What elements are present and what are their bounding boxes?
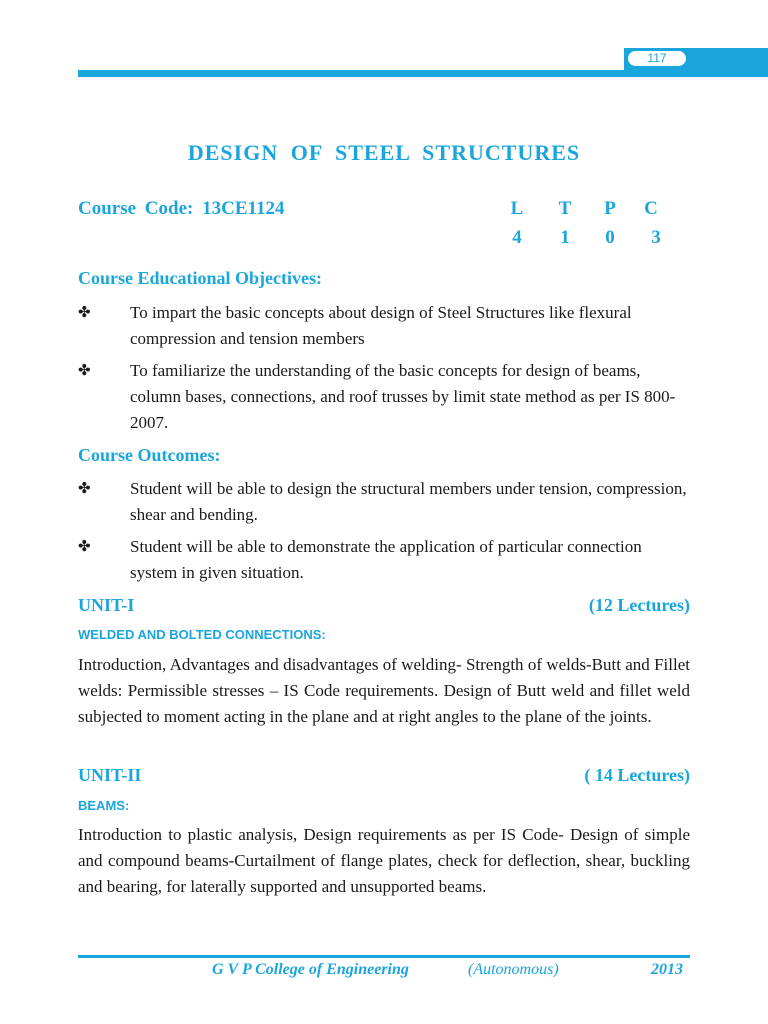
unit-heading	[78, 765, 690, 786]
list-item	[78, 534, 690, 586]
footer-rule	[78, 955, 690, 958]
ltpc-value-c: 3	[651, 227, 661, 248]
unit-description: Introduction to plastic analysis, Design requirements as per IS Code- Design of simple and compound beams-Curtailment of flange plates, check for deflection, shear, buckling and bearing, for laterally supported and unsupported beams.	[78, 825, 690, 896]
unit-heading	[78, 595, 690, 616]
bullet-icon: ✤	[78, 305, 91, 321]
bullet-icon: ✤	[78, 481, 91, 497]
page-number: 117	[628, 51, 686, 66]
list-item	[78, 476, 690, 528]
unit-name: UNIT-II	[78, 765, 142, 785]
ltpc-label-c: C	[644, 198, 658, 219]
objective-text: To impart the basic concepts about design of Steel Structures like flexural compression and tension members	[130, 303, 632, 348]
ltpc-label-t: T	[558, 198, 572, 219]
bullet-icon: ✤	[78, 363, 91, 379]
ltpc-label-l: L	[510, 198, 524, 219]
objective-text: To familiarize the understanding of the basic concepts for design of beams, column bases, connections, and roof trusses by limit state method as per IS 800-2007.	[130, 361, 676, 432]
footer-year: 2013	[651, 961, 683, 978]
unit-subheading: BEAMS:	[78, 798, 130, 813]
course-code: Course Code: 13CE1124	[78, 198, 285, 219]
unit-name: UNIT-I	[78, 595, 135, 615]
page-title: DESIGN OF STEEL STRUCTURES	[187, 140, 581, 165]
objectives-heading: Course Educational Objectives:	[78, 268, 322, 288]
unit-description: Introduction, Advantages and disadvantages of welding- Strength of welds-Butt and Fillet welds: Permissible stresses – IS Code requirements. Design of Butt weld and fillet weld subjected to moment acting in the plane and at right angles to the plane of the joints.	[78, 655, 690, 726]
outcome-text: Student will be able to design the structural members under tension, compression, shear and bending.	[130, 479, 687, 524]
footer-autonomous: (Autonomous)	[468, 961, 559, 978]
footer-college: G V P College of Engineering	[212, 961, 409, 978]
header-rule	[78, 70, 768, 77]
ltpc-value-t: 1	[560, 227, 570, 248]
unit-subheading: WELDED AND BOLTED CONNECTIONS:	[78, 627, 326, 642]
list-item	[78, 300, 690, 352]
ltpc-value-p: 0	[605, 227, 615, 248]
unit-lectures: (12 Lectures)	[588, 595, 690, 615]
outcome-text: Student will be able to demonstrate the application of particular connection system in given situation.	[130, 537, 642, 582]
ltpc-label-p: P	[604, 198, 616, 219]
list-item	[78, 358, 690, 436]
outcomes-heading: Course Outcomes:	[78, 445, 221, 465]
ltpc-value-l: 4	[512, 227, 522, 248]
unit-lectures: ( 14 Lectures)	[584, 765, 690, 785]
bullet-icon: ✤	[78, 539, 91, 555]
